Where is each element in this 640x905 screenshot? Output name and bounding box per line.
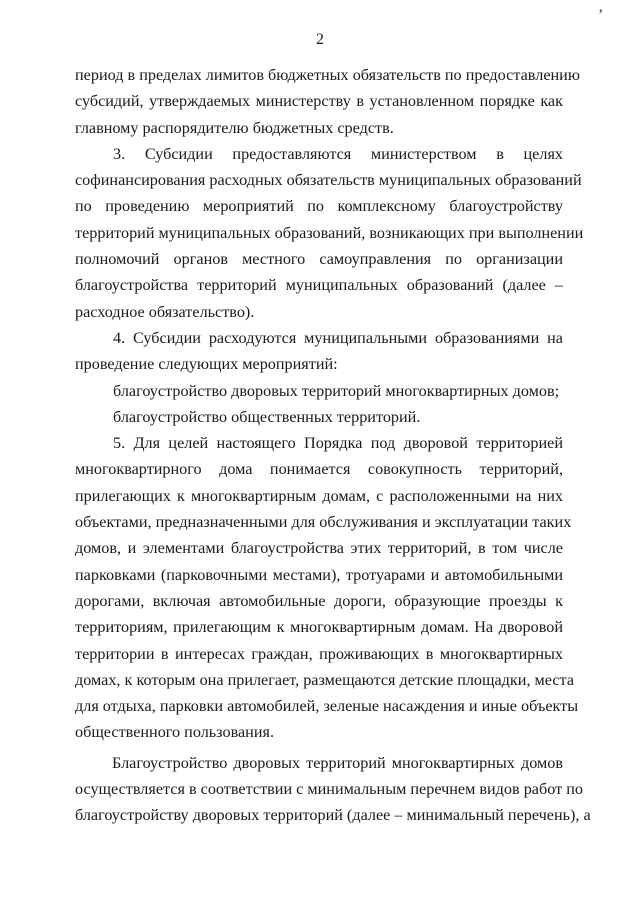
text-line: парковками (парковочными местами), тротуарами и автомобильными — [75, 565, 563, 584]
document-body — [75, 62, 591, 829]
corner-mark: ’ — [598, 7, 604, 24]
text-line: для отдыха, парковки автомобилей, зеленые насаждения и иные объекты — [75, 697, 579, 716]
text-line: полномочий органов местного самоуправления по организации — [75, 250, 563, 269]
page-number: 2 — [316, 31, 324, 48]
text-line: софинансирования расходных обязательств муниципальных образований — [75, 171, 582, 190]
text-line: многоквартирного дома понимается совокупность территорий, — [75, 460, 563, 479]
text-line: период в пределах лимитов бюджетных обязательств по предоставлению — [75, 66, 580, 84]
text-line: благоустройство дворовых территорий многоквартирных домов; — [113, 381, 560, 400]
text-line: осуществляется в соответствии с минимальным перечнем видов работ по — [75, 780, 583, 799]
text-line: домах, к которым она прилегает, размещаются детские площадки, места — [75, 670, 575, 689]
text-line: территориям, прилегающим к многоквартирным домам. На дворовой — [75, 618, 563, 637]
text-line: домов, и элементами благоустройства этих территорий, в том числе — [75, 539, 563, 558]
text-line: главному распорядителю бюджетных средств. — [75, 118, 394, 137]
text-line: Благоустройство дворовых территорий многоквартирных домов — [112, 753, 563, 772]
text-line: субсидий, утверждаемых министерству в установленном порядке как — [75, 92, 563, 111]
text-line: проведение следующих мероприятий: — [75, 355, 338, 374]
text-line: благоустройства территорий муниципальных образований (далее – — [75, 276, 563, 295]
text-line: территорий муниципальных образований, возникающих при выполнении — [75, 223, 584, 242]
text-line: расходное обязательство). — [75, 302, 255, 321]
text-line: дорогами, включая автомобильные дороги, образующие проезды к — [75, 591, 563, 610]
text-line: благоустройство общественных территорий. — [113, 407, 421, 426]
text-line: прилегающих к многоквартирным домам, с расположенными на них — [75, 486, 563, 505]
text-line: общественного пользования. — [75, 723, 274, 742]
text-line: 4. Субсидии расходуются муниципальными образованиями на — [113, 328, 563, 347]
text-line: 3. Субсидии предоставляются министерством в целях — [113, 144, 563, 163]
text-line: благоустройству дворовых территорий (далее – минимальный перечень), а — [75, 806, 591, 825]
text-line: по проведению мероприятий по комплексному благоустройству — [75, 197, 563, 216]
text-line: объектами, предназначенными для обслуживания и эксплуатации таких — [75, 513, 572, 532]
text-line: 5. Для целей настоящего Порядка под дворовой территорией — [113, 434, 563, 453]
text-line: территории в интересах граждан, проживающих в многоквартирных — [75, 644, 563, 663]
